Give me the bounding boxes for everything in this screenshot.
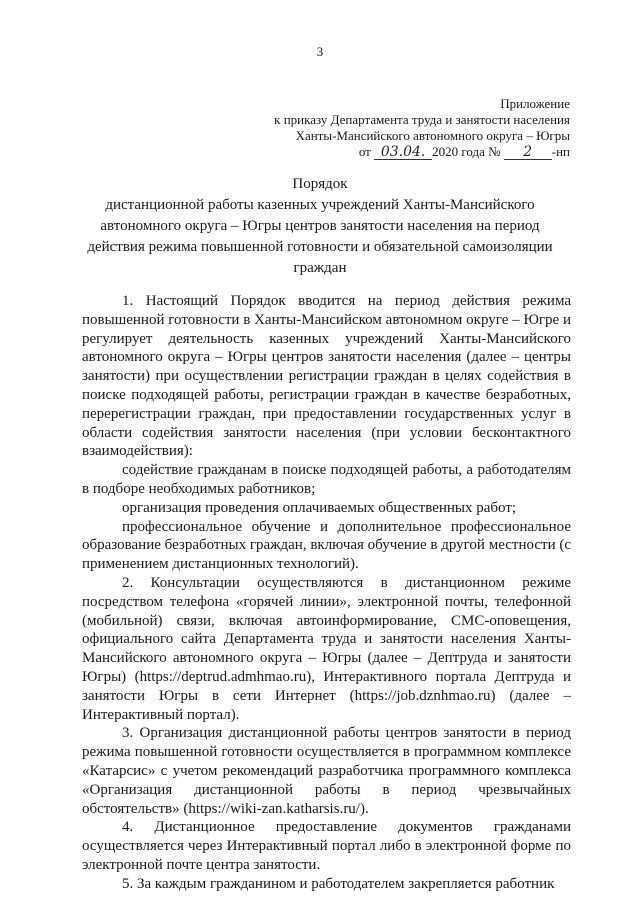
title-line-5: граждан: [293, 260, 347, 276]
paragraph-1-item-1: содействие гражданам в поиске подходящей работы, а работодателям в подборе необходимых работников;: [82, 462, 571, 497]
title-line-4: действия режима повышенной готовности и обязательной самоизоляции: [87, 239, 553, 255]
appendix-line-3: Ханты-Мансийского автономного округа – Югры: [295, 128, 570, 143]
paragraph-1-item-3: профессиональное обучение и дополнительное профессиональное образование безработных граждан, включая обучение в другой местности (с применением дистанционных технологий).: [82, 518, 571, 573]
appendix-line-1: Приложение: [500, 96, 570, 111]
number-suffix: -нп: [551, 144, 570, 159]
handwritten-date: 03.04.: [374, 146, 432, 160]
paragraph-1: 1. Настоящий Порядок вводится на период действия режима повышенной готовности в Ханты-Мансийском автономном округе – Югре и регулирует деятельность казенных учреждений Ханты-Мансийского автономного округа – Югры центров занятости населения (далее – центры занятости) при осуществлении регистрации граждан в целях содействия в поиске подходящей работы, регистрации граждан в качестве безработных, перерегистрации граждан, при предоставлении государственных услуг в области содействия занятости населения (при условии бесконтактного взаимодействия):: [82, 293, 571, 460]
appendix-line-2: к приказу Департамента труда и занятости населения: [274, 112, 570, 127]
date-suffix: 2020 года №: [432, 144, 501, 159]
handwritten-number: 2: [504, 146, 552, 160]
title-line-3: автономного округа – Югры центров занятости населения на период: [100, 218, 540, 234]
appendix-date-line: [274, 144, 570, 160]
date-prefix: от: [358, 144, 371, 159]
paragraph-3: 3. Организация дистанционной работы центров занятости в период режима повышенной готовности осуществляется в программном комплексе «Катарсис» с учетом рекомендаций разработчика программного комплекса «Организация дистанционной работы в период чрезвычайных обстоятельств» (https://wiki-zan.katharsis.ru/).: [82, 725, 571, 817]
paragraph-1-item-2: организация проведения оплачиваемых общественных работ;: [122, 499, 517, 516]
page-number: 3: [316, 44, 324, 59]
appendix-header: [274, 96, 570, 160]
paragraph-2: 2. Консультации осуществляются в дистанционном режиме посредством телефона «горячей линии», электронной почты, телефонной (мобильной) связи, включая автоинформирование, СМС-оповещения, официального сайта Департамента труда и занятости населения Ханты-Мансийского автономного округа – Югры (далее – Дептруда и занятости Югры) (https://deptrud.admhmao.ru), Интерактивного портала Дептруда и занятости Югры в сети Интернет (https://job.dznhmao.ru) (далее – Интерактивный портал).: [82, 574, 571, 723]
document-title: [40, 174, 600, 279]
title-line-1: Порядок: [292, 176, 348, 192]
title-line-2: дистанционной работы казенных учреждений Ханты-Мансийского: [105, 197, 535, 213]
paragraph-4: 4. Дистанционное предоставление документов гражданами осуществляется через Интерактивный портал либо в электронной форме по электронной почте центра занятости.: [82, 819, 571, 873]
document-body: [82, 292, 571, 894]
paragraph-5: 5. За каждым гражданином и работодателем закрепляется работник: [122, 875, 555, 892]
